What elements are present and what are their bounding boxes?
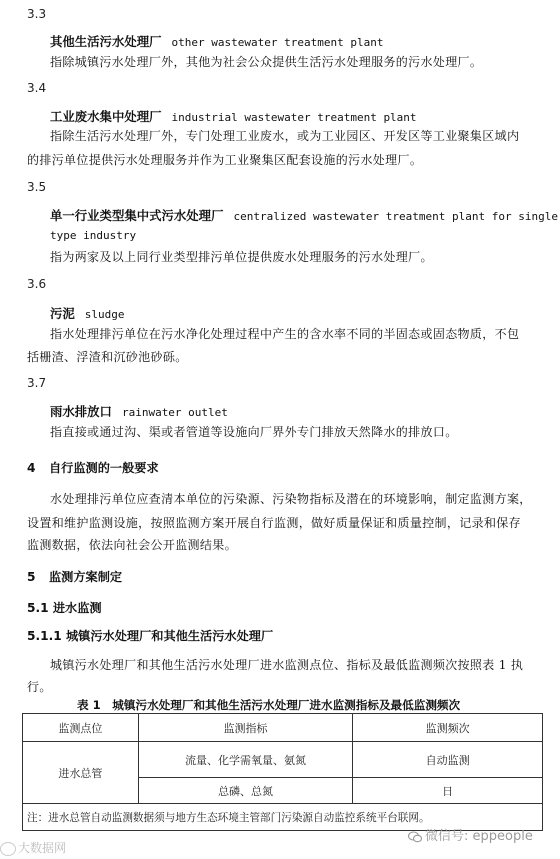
table-row — [23, 742, 543, 778]
chapter-heading: 5 监测方案制定 — [27, 570, 123, 584]
paragraph: 城镇污水处理厂和其他生活污水处理厂进水监测点位、指标及最低监测频次按照表 1 执 — [50, 658, 524, 672]
watermark-wechat: 微信号: eppeople — [408, 825, 533, 844]
table-header-cell: 监测指标 — [138, 714, 353, 742]
wechat-icon — [408, 831, 422, 843]
definition: 指直接或通过沟、渠或者管道等设施向厂界外专门排放天然降水的排放口。 — [50, 425, 458, 439]
section-number: 3.3 — [27, 7, 47, 21]
paragraph: 行。 — [27, 680, 52, 694]
term-en: sludge — [84, 308, 125, 321]
term-en: industrial wastewater treatment plant — [171, 111, 417, 124]
term-heading — [50, 402, 228, 420]
table-note: 注：进水总管自动监测数据须与地方生态环境主管部门污染源自动监控系统平台联网。 — [23, 804, 543, 831]
term-en-continued: type industry — [50, 229, 137, 242]
table-header-row — [23, 714, 543, 742]
table-caption: 表 1 城镇污水处理厂和其他生活污水处理厂进水监测指标及最低监测频次 — [77, 698, 461, 712]
definition: 指水处理排污单位在污水净化处理过程中产生的含水率不同的半固态或固态物质，不包 — [50, 327, 520, 341]
chapter-heading: 4 自行监测的一般要求 — [27, 461, 159, 475]
section-number: 3.7 — [27, 376, 47, 390]
watermark-logo-icon — [0, 842, 16, 856]
definition: 指除城镇污水处理厂外，其他为社会公众提供生活污水处理服务的污水处理厂。 — [50, 55, 483, 69]
term-heading — [50, 32, 383, 50]
subsection-heading: 5.1.1 城镇污水处理厂和其他生活污水处理厂 — [27, 629, 274, 643]
table-cell-frequency: 自动监测 — [353, 742, 543, 778]
term-zh: 其他生活污水处理厂 — [50, 34, 162, 49]
definition: 的排污单位提供污水处理服务并作为工业聚集区配套设施的污水处理厂。 — [27, 153, 423, 167]
monitoring-table — [22, 713, 543, 831]
section-heading: 5.1 进水监测 — [27, 601, 102, 615]
paragraph: 监测数据，依法向社会公开监测结果。 — [27, 538, 237, 552]
definition: 指为两家及以上同行业类型排污单位提供废水处理服务的污水处理厂。 — [50, 250, 433, 264]
term-heading — [50, 206, 558, 224]
term-zh: 单一行业类型集中式污水处理厂 — [50, 208, 224, 223]
table-header-cell: 监测频次 — [353, 714, 543, 742]
watermark-left: 大数据网 — [0, 839, 66, 856]
paragraph: 设置和维护监测设施，按照监测方案开展自行监测，做好质量保证和质量控制，记录和保存 — [27, 516, 522, 530]
table-cell-indicator: 流量、化学需氧量、氨氮 — [138, 742, 353, 778]
term-zh: 雨水排放口 — [50, 404, 112, 419]
term-heading — [50, 304, 125, 322]
term-en: rainwater outlet — [121, 406, 228, 419]
section-number: 3.4 — [27, 81, 47, 95]
section-number: 3.6 — [27, 277, 47, 291]
definition: 括栅渣、浮渣和沉砂池砂砾。 — [27, 350, 188, 364]
term-en: centralized wastewater treatment plant for single — [233, 210, 558, 223]
paragraph: 水处理排污单位应查清本单位的污染源、污染物指标及潜在的环境影响，制定监测方案， — [50, 492, 532, 506]
table-cell-point: 进水总管 — [23, 742, 139, 804]
table-header-cell: 监测点位 — [23, 714, 139, 742]
term-heading — [50, 107, 417, 125]
term-en: other wastewater treatment plant — [171, 36, 384, 49]
section-number: 3.5 — [27, 180, 47, 194]
term-zh: 工业废水集中处理厂 — [50, 109, 162, 124]
table-cell-frequency: 日 — [353, 778, 543, 804]
table-cell-indicator: 总磷、总氮 — [138, 778, 353, 804]
definition: 指除生活污水处理厂外，专门处理工业废水，或为工业园区、开发区等工业聚集区域内 — [50, 129, 520, 143]
term-zh: 污泥 — [50, 306, 75, 321]
